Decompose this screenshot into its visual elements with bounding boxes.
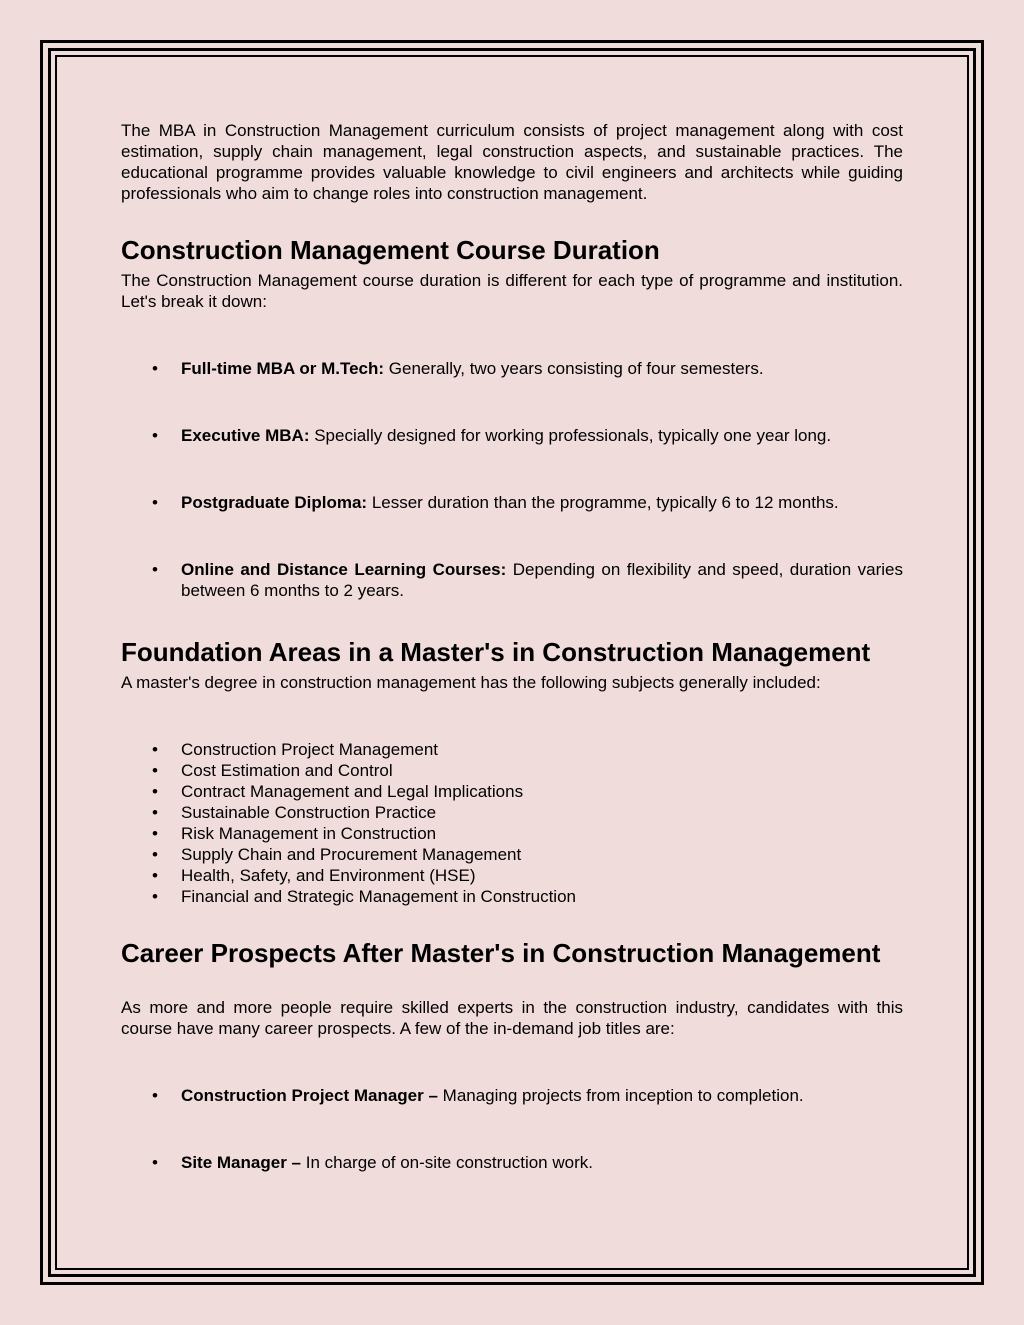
career-heading: Career Prospects After Master's in Construction Management [121,938,881,968]
bullet-icon: • [152,740,158,759]
bullet-icon: • [152,887,158,906]
list-item [121,739,903,760]
subject-text: Health, Safety, and Environment (HSE) [181,866,476,885]
item-text: Managing projects from inception to completion. [437,1086,804,1105]
subject-text: Supply Chain and Procurement Management [181,845,522,864]
bullet-icon: • [152,1086,158,1105]
list-item [121,358,903,379]
duration-list [121,358,903,601]
subject-text: Contract Management and Legal Implications [181,782,524,801]
item-text: Specially designed for working professionals, typically one year long. [309,426,832,445]
bullet-icon: • [152,359,158,378]
document-content [121,120,903,1173]
bullet-icon: • [152,761,158,780]
subject-text: Risk Management in Construction [181,824,437,843]
list-item [121,492,903,513]
subject-text: Cost Estimation and Control [181,761,393,780]
list-item [121,760,903,781]
list-item [121,865,903,886]
item-label: Full-time MBA or M.Tech: [181,359,385,378]
item-text: Generally, two years consisting of four semesters. [384,359,764,378]
bullet-icon: • [152,866,158,885]
subject-text: Financial and Strategic Management in Construction [181,887,576,906]
item-label: Executive MBA: [181,426,310,445]
list-item [121,823,903,844]
bullet-icon: • [152,1153,158,1172]
duration-heading: Construction Management Course Duration [121,235,660,265]
item-label: Construction Project Manager – [181,1086,438,1105]
list-item [121,1085,903,1106]
list-item [121,425,903,446]
bullet-icon: • [152,782,158,801]
list-item [121,886,903,907]
list-item [121,559,903,601]
list-item [121,781,903,802]
list-item [121,1152,903,1173]
foundation-heading: Foundation Areas in a Master's in Construction Management [121,637,871,667]
list-item [121,802,903,823]
item-label: Site Manager – [181,1153,301,1172]
career-paragraph: As more and more people require skilled experts in the construction industry, candidates with this course have many career prospects. A few of the in-demand job titles are: [121,998,903,1038]
subject-text: Sustainable Construction Practice [181,803,437,822]
item-text: In charge of on-site construction work. [301,1153,593,1172]
bullet-icon: • [152,560,158,579]
jobs-list [121,1085,903,1173]
bullet-icon: • [152,824,158,843]
item-label: Postgraduate Diploma: [181,493,368,512]
list-item [121,844,903,865]
item-label: Online and Distance Learning Courses: [181,560,507,579]
item-text: Depending on flexibility and speed, duration varies between 6 months to 2 years. [181,560,903,600]
bullet-icon: • [152,493,158,512]
item-text: Lesser duration than the programme, typically 6 to 12 months. [367,493,839,512]
bullet-icon: • [152,803,158,822]
foundation-paragraph: A master's degree in construction management has the following subjects generally included: [121,673,821,692]
bullet-icon: • [152,845,158,864]
bullet-icon: • [152,426,158,445]
duration-paragraph: The Construction Management course duration is different for each type of programme and institution. Let's break it down: [121,271,903,311]
subject-text: Construction Project Management [181,740,439,759]
intro-paragraph: The MBA in Construction Management curriculum consists of project management along with cost estimation, supply chain management, legal construction aspects, and sustainable practices. The educational programme provides valuable knowledge to civil engineers and architects while guiding professionals who aim to change roles into construction management. [121,121,903,203]
subjects-list [121,739,903,907]
